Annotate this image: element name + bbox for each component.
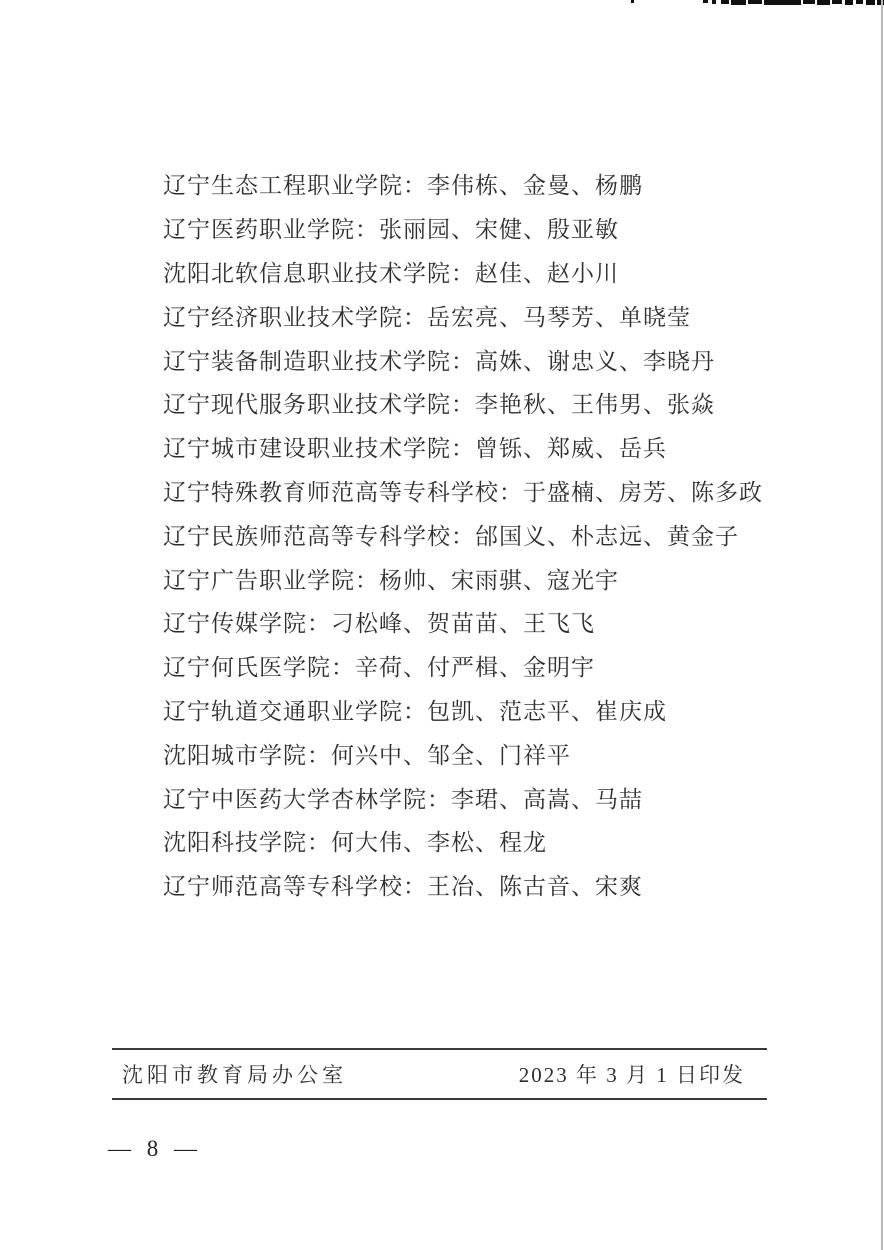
roster-line: 辽宁经济职业技术学院：岳宏亮、马琴芳、单晓莹 (163, 304, 691, 330)
roster-line: 辽宁医药职业学院：张丽园、宋健、殷亚敏 (163, 217, 619, 243)
roster-line: 辽宁生态工程职业学院：李伟栋、金曼、杨鹏 (163, 173, 643, 199)
scan-artifact-mark (748, 0, 762, 4)
roster-line: 辽宁民族师范高等专科学校：邰国义、朴志远、黄金子 (163, 523, 739, 549)
roster-line: 辽宁装备制造职业技术学院：高姝、谢忠义、李晓丹 (163, 348, 715, 374)
roster-line: 辽宁城市建设职业技术学院：曾铄、郑威、岳兵 (163, 436, 667, 462)
scan-artifact-mark (712, 0, 716, 4)
scan-artifact-mark (856, 0, 863, 4)
scan-artifact-mark (764, 0, 801, 5)
scan-artifact-strip (0, 0, 884, 8)
footer-print-date: 2023 年 3 月 1 日印发 (518, 1063, 745, 1087)
roster-line: 沈阳城市学院：何兴中、邹全、门祥平 (163, 742, 571, 768)
footer-row (112, 1056, 767, 1092)
roster-line: 辽宁特殊教育师范高等专科学校：于盛楠、房芳、陈多政 (163, 479, 763, 505)
scan-artifact-mark (817, 0, 830, 5)
roster-line: 沈阳科技学院：何大伟、李松、程龙 (163, 830, 547, 856)
footer-bottom-rule (112, 1098, 767, 1100)
scan-artifact-mark (832, 0, 842, 4)
scan-artifact-mark (845, 0, 853, 5)
roster-line: 辽宁轨道交通职业学院：包凯、范志平、崔庆成 (163, 698, 667, 724)
scan-artifact-mark (803, 0, 815, 4)
scan-edge-line (881, 0, 883, 1250)
roster-line: 辽宁广告职业学院：杨帅、宋雨骐、寇光宇 (163, 567, 619, 593)
scan-artifact-mark (721, 0, 729, 4)
roster-list (163, 162, 823, 907)
footer-issuing-office: 沈阳市教育局办公室 (122, 1063, 347, 1087)
roster-line: 辽宁中医药大学杏林学院：李珺、高嵩、马喆 (163, 786, 643, 812)
footer-top-rule (112, 1048, 767, 1050)
roster-line: 辽宁现代服务职业技术学院：李艳秋、王伟男、张焱 (163, 392, 715, 418)
scan-artifact-mark (703, 0, 708, 3)
page-number: — 8 — (108, 1136, 202, 1161)
roster-line: 辽宁师范高等专科学校：王冶、陈古音、宋爽 (163, 874, 643, 900)
roster-line: 沈阳北软信息职业技术学院：赵佳、赵小川 (163, 260, 619, 286)
scan-artifact-mark (731, 0, 746, 5)
scan-artifact-mark (631, 0, 634, 3)
scan-artifact-mark (866, 0, 875, 5)
roster-line: 辽宁传媒学院：刁松峰、贺苗苗、王飞飞 (163, 611, 595, 637)
roster-line: 辽宁何氏医学院：辛荷、付严楫、金明宇 (163, 655, 595, 681)
